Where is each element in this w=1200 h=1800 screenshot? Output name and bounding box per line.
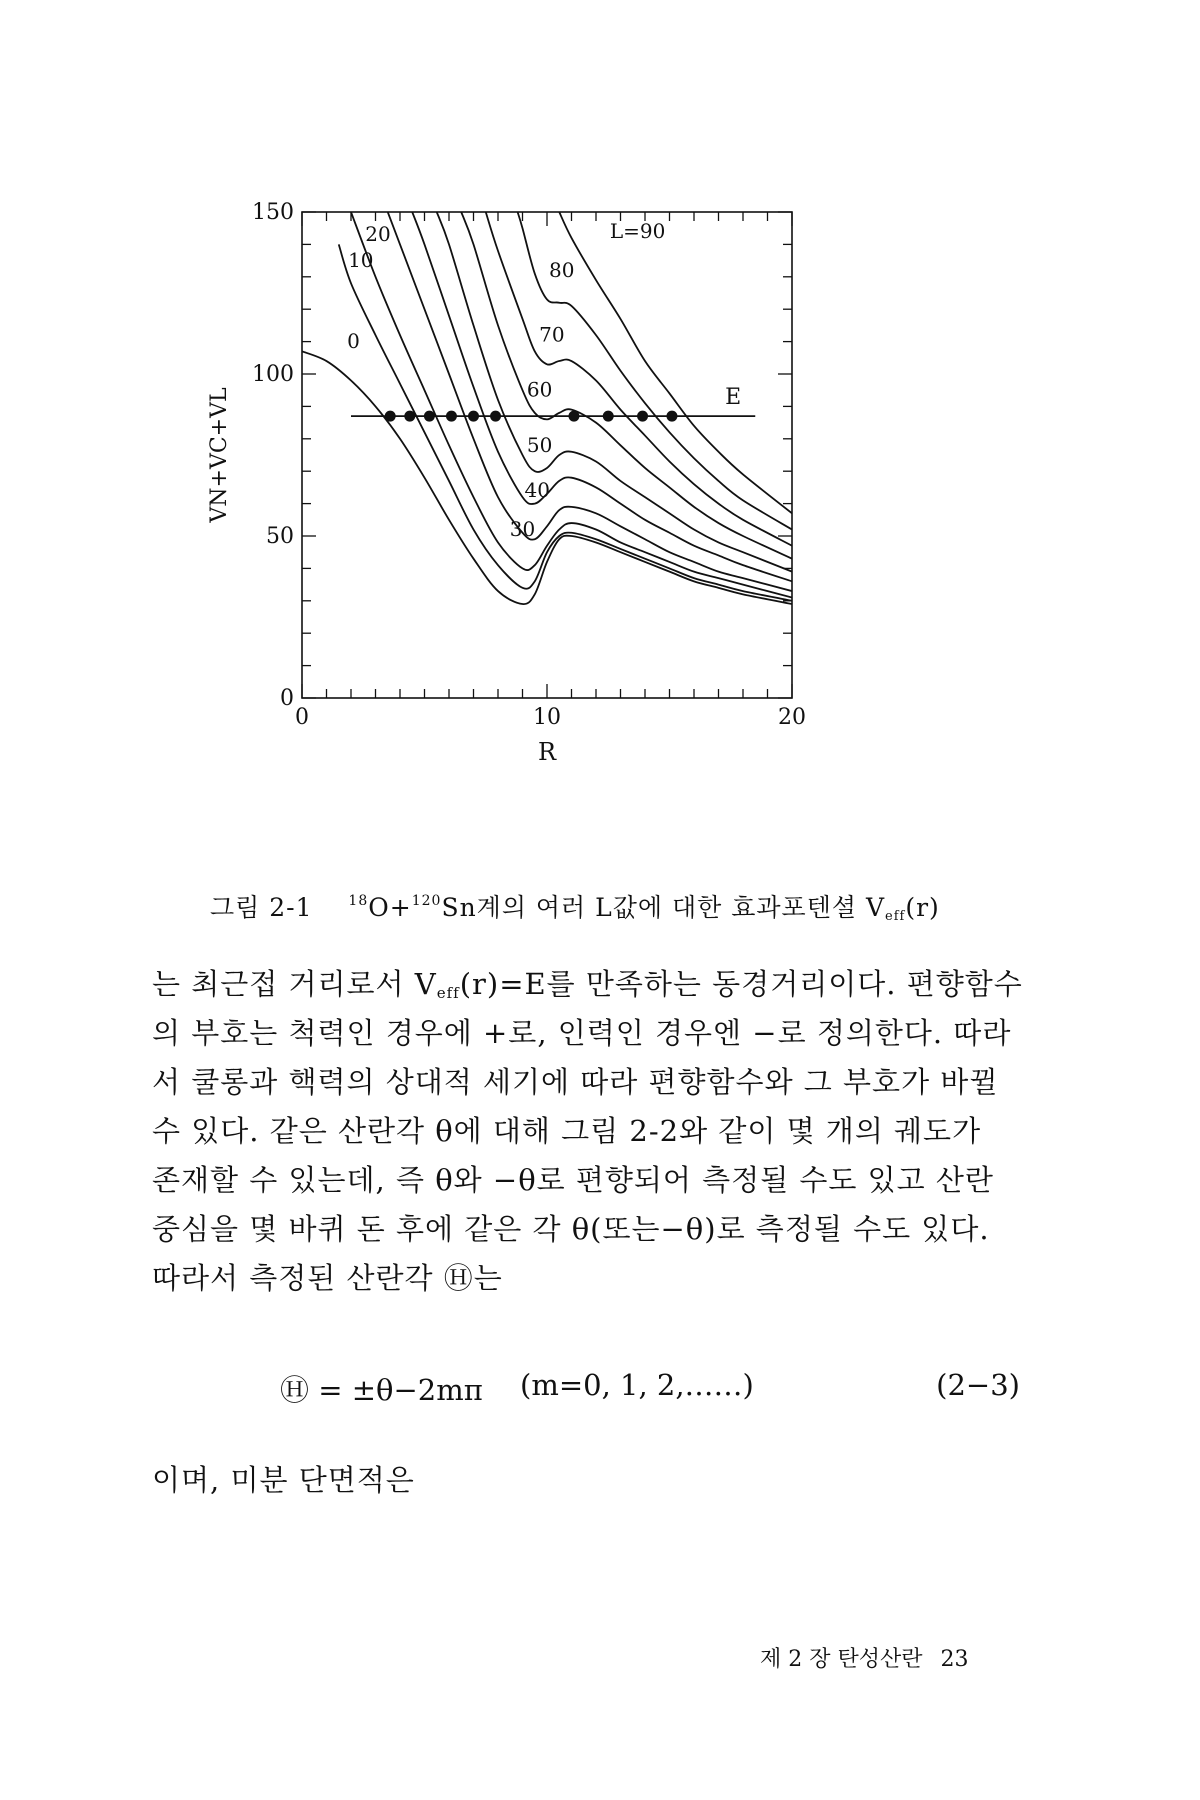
- y-tick-label: 0: [280, 686, 294, 711]
- text-line: 존재할 수 있는데, 즉 θ와 −θ로 편향되어 측정될 수도 있고 산란: [152, 1163, 994, 1197]
- curve-label-L0: 0: [347, 329, 360, 354]
- intersection-point: [446, 411, 457, 422]
- y-tick-label: 50: [266, 524, 294, 549]
- caption-mid1: O+: [368, 893, 412, 922]
- curve-label-L50: 50: [526, 432, 553, 457]
- caption-sup-120: 120: [411, 893, 442, 909]
- intersection-point: [603, 411, 614, 422]
- caption-sup-18: 18: [348, 893, 369, 909]
- curve-label-L90: L=90: [609, 218, 666, 243]
- curve-label-L80: 80: [548, 257, 575, 282]
- text-line: 의 부호는 척력인 경우에 +로, 인력인 경우엔 −로 정의한다. 따라: [152, 1016, 1012, 1050]
- y-axis-label: VN+VC+VL: [207, 387, 232, 523]
- body-paragraph: [152, 960, 1052, 1303]
- x-tick-label: 20: [778, 705, 806, 730]
- after-equation-text: 이며, 미분 단면적은: [152, 1463, 415, 1497]
- y-tick-label: 100: [252, 362, 294, 387]
- page-footer: [760, 1642, 969, 1673]
- intersection-point: [637, 411, 648, 422]
- text-line: 중심을 몇 바퀴 돈 후에 같은 각 θ(또는−θ)로 측정될 수도 있다.: [152, 1212, 990, 1246]
- intersection-point: [568, 411, 579, 422]
- curve-label-L10: 10: [348, 248, 374, 273]
- text-line: 따라서 측정된 산란각 Ⓗ는: [152, 1261, 503, 1295]
- intersection-point: [490, 411, 501, 422]
- intersection-point: [666, 411, 677, 422]
- figure-caption: [210, 888, 940, 924]
- equation-condition: (m=0, 1, 2,……): [520, 1368, 754, 1402]
- curve-L10: [339, 244, 792, 600]
- curve-label-L40: 40: [524, 478, 550, 503]
- curve-label-L20: 20: [365, 222, 391, 247]
- x-axis-label: R: [537, 738, 557, 766]
- equation-number: (2−3): [936, 1368, 1020, 1402]
- effective-potential-chart: [190, 170, 830, 770]
- intersection-point: [385, 411, 396, 422]
- chapter-title: 제 2 장 탄성산란: [760, 1647, 923, 1672]
- text-line: 서 쿨롱과 핵력의 상대적 세기에 따라 편향함수와 그 부호가 바뀔: [152, 1065, 999, 1099]
- curve-label-L70: 70: [539, 322, 565, 347]
- intersection-point: [468, 411, 479, 422]
- intersection-point: [424, 411, 435, 422]
- x-tick-label: 0: [295, 705, 309, 730]
- text-line: [152, 960, 1052, 1009]
- page-number: 23: [940, 1647, 969, 1672]
- caption-mid2: Sn계의 여러 L값에 대한 효과포텐셜 V: [441, 893, 886, 922]
- text-span: 는 최근접 거리로서 V: [152, 967, 437, 1001]
- curves-group: [302, 212, 792, 604]
- equation-body: Ⓗ = ±θ−2mπ: [280, 1373, 483, 1407]
- text-sub-eff: eff: [436, 984, 460, 1002]
- curve-label-L60: 60: [526, 377, 553, 402]
- text-line: 수 있다. 같은 산란각 θ에 대해 그림 2-2와 같이 몇 개의 궤도가: [152, 1114, 982, 1148]
- y-tick-label: 150: [252, 200, 294, 225]
- caption-suffix: (r): [905, 893, 940, 922]
- intersection-point: [404, 411, 415, 422]
- caption-sub-eff: eff: [885, 909, 906, 924]
- x-tick-label: 10: [533, 705, 561, 730]
- energy-label: E: [725, 385, 742, 411]
- curve-label-L30: 30: [509, 517, 536, 541]
- caption-prefix: 그림 2-1: [210, 893, 313, 922]
- text-span: (r)=E를 만족하는 동경거리이다. 편향함수: [459, 967, 1023, 1001]
